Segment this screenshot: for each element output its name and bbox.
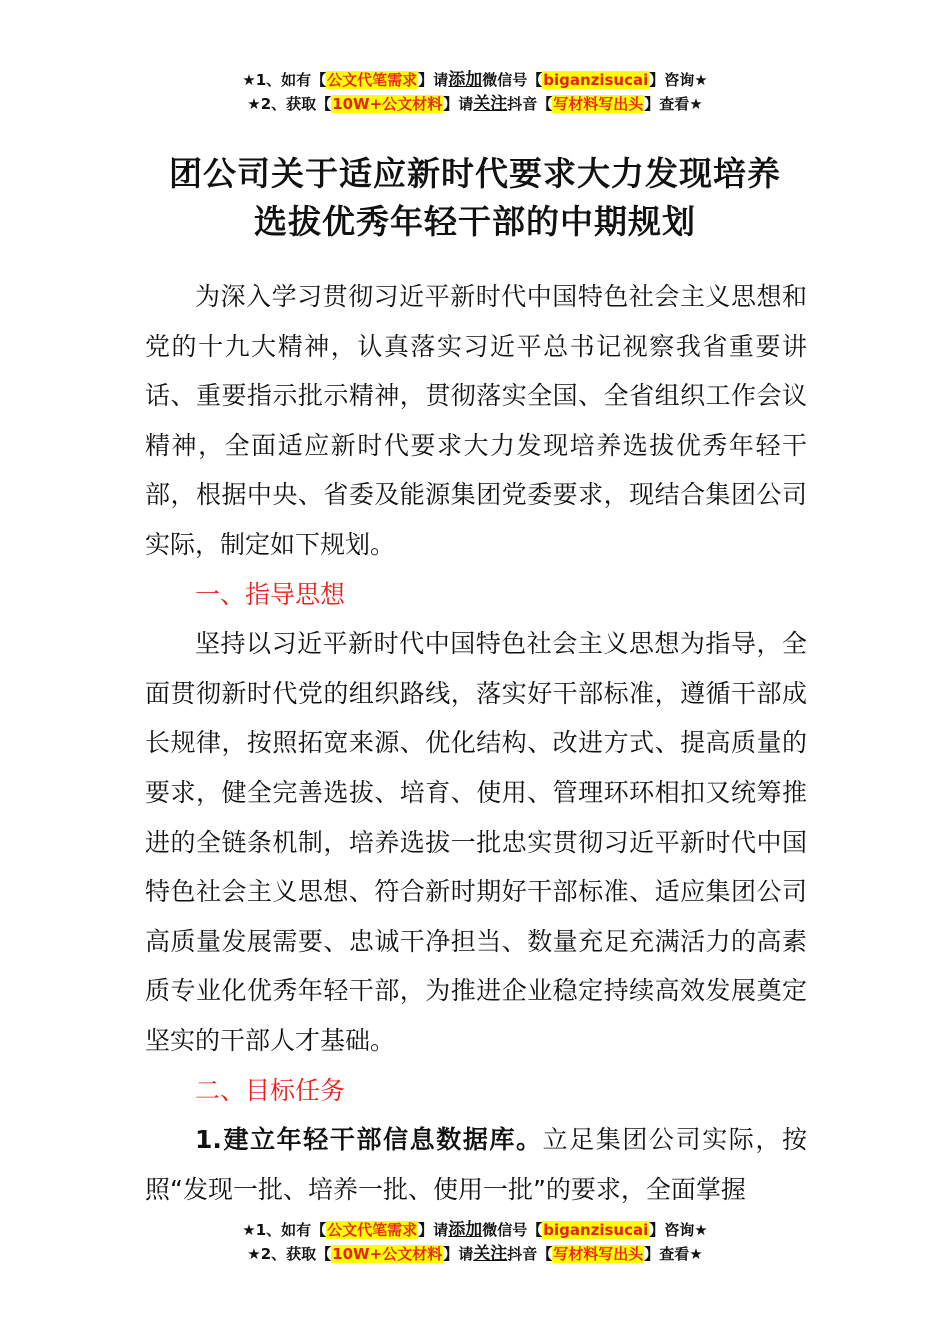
- banner-underline: 关注: [473, 1244, 508, 1264]
- banner-highlight: 10W+公文材料: [332, 95, 443, 113]
- banner-text: 微信号【: [482, 71, 543, 89]
- guiding-thought-paragraph: 坚持以习近平新时代中国特色社会主义思想为指导，全面贯彻新时代党的组织路线，落实好干部标准，遵循干部成长规律，按照拓宽来源、优化结构、改进方式、提高质量的要求，健全完善选拔、培育、使用、管理环环相扣又统筹推进的全链条机制，培养选拔一批忠实贯彻习近平新时代中国特色社会主义思想、符合新时期好干部标准、适应集团公司高质量发展需要、忠诚干净担当、数量充足充满活力的高素质专业化优秀年轻干部，为推进企业稳定持续高效发展奠定坚实的干部人才基础。: [145, 629, 807, 1055]
- item-1-body: 立足集团公司实际，按照“发现一批、培养一批、使用一批”的要求，全面掌握: [145, 1125, 807, 1204]
- banner-highlight: 写材料写出头: [553, 95, 644, 113]
- header-banner: [0, 68, 950, 116]
- banner-text: 抖音【: [507, 1245, 553, 1263]
- banner-underline: 关注: [473, 94, 508, 114]
- title-line-1: 团公司关于适应新时代要求大力发现培养: [169, 154, 781, 193]
- item-1-paragraph: [145, 1115, 807, 1214]
- banner-highlight: biganzisucai: [543, 71, 649, 89]
- banner-text: 】请: [443, 95, 474, 113]
- document-title: [0, 150, 950, 246]
- banner-text: 】咨询★: [649, 71, 708, 89]
- footer-banner: [0, 1218, 950, 1266]
- title-line-2: 选拔优秀年轻干部的中期规划: [254, 202, 696, 241]
- banner-text: ★2、获取【: [247, 95, 332, 113]
- banner-line-2: [0, 92, 950, 116]
- banner-highlight: 10W+公文材料: [332, 1245, 443, 1263]
- banner-highlight: 写材料写出头: [553, 1245, 644, 1263]
- banner-text: 】请: [418, 1221, 449, 1239]
- section-heading-goals: 二、目标任务: [195, 1075, 346, 1105]
- banner-underline: 添加: [448, 70, 483, 90]
- banner-text: 】查看★: [644, 1245, 703, 1263]
- banner-text: 】请: [418, 71, 449, 89]
- banner-underline: 添加: [448, 1220, 483, 1240]
- banner-text: 微信号【: [482, 1221, 543, 1239]
- section-heading-guiding-thought: 一、指导思想: [195, 579, 346, 609]
- banner-line-1: [0, 68, 950, 92]
- banner-line-1: [0, 1218, 950, 1242]
- banner-text: ★1、如有【: [242, 1221, 327, 1239]
- banner-highlight: biganzisucai: [543, 1221, 649, 1239]
- banner-text: 】咨询★: [649, 1221, 708, 1239]
- banner-text: 抖音【: [507, 95, 553, 113]
- item-1-lead: 1.建立年轻干部信息数据库。: [195, 1125, 543, 1155]
- banner-text: 】查看★: [644, 95, 703, 113]
- intro-paragraph: 为深入学习贯彻习近平新时代中国特色社会主义思想和党的十九大精神，认真落实习近平总书记视察我省重要讲话、重要指示批示精神，贯彻落实全国、全省组织工作会议精神，全面适应新时代要求大力发现培养选拔优秀年轻干部，根据中央、省委及能源集团党委要求，现结合集团公司实际，制定如下规划。: [145, 282, 807, 559]
- banner-text: ★1、如有【: [242, 71, 327, 89]
- document-body: [145, 272, 807, 1214]
- banner-line-2: [0, 1242, 950, 1266]
- banner-text: ★2、获取【: [247, 1245, 332, 1263]
- banner-text: 】请: [443, 1245, 474, 1263]
- banner-highlight: 公文代笔需求: [327, 1221, 418, 1239]
- banner-highlight: 公文代笔需求: [327, 71, 418, 89]
